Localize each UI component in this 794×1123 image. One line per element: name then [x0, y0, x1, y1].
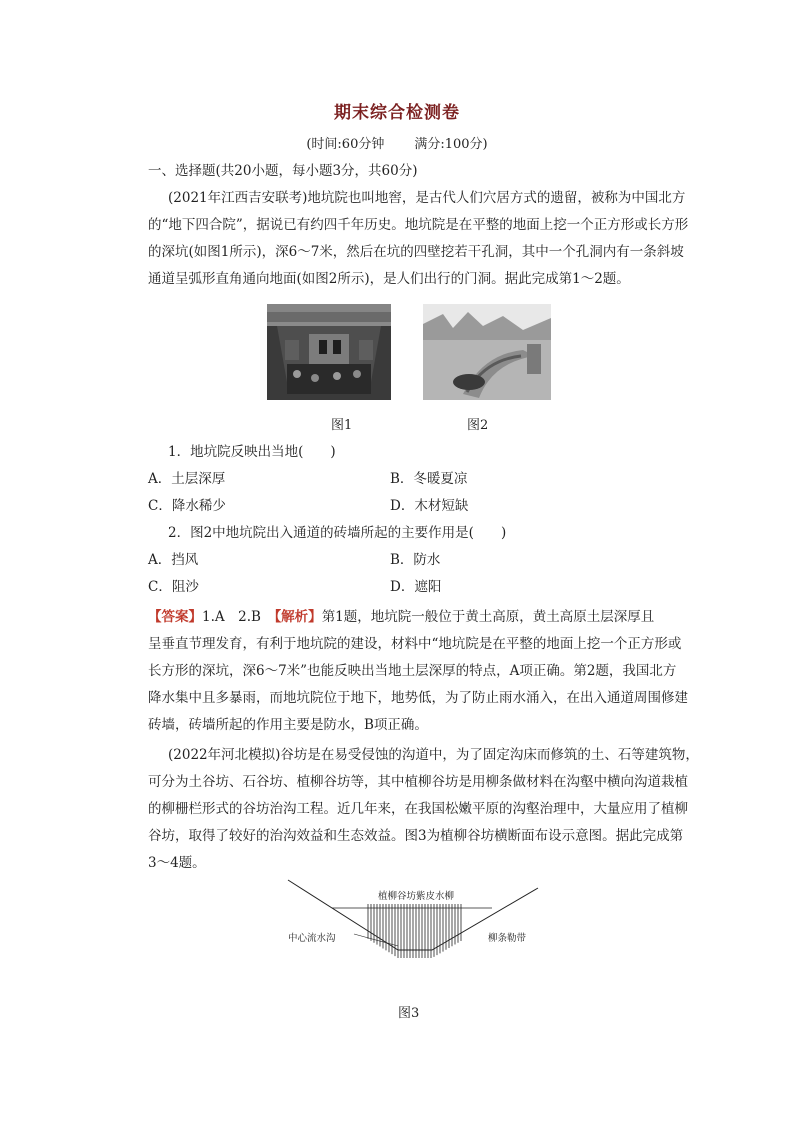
question-1-option-b: B．冬暖夏凉: [390, 471, 468, 487]
passage-line: (2022年河北模拟)谷坊是在易受侵蚀的沟道中，为了固定沟床而修筑的土、石等建筑物，: [168, 747, 699, 763]
passage-line: 的“地下四合院”，据说已有约四千年历史。地坑院是在平整的地面上挖一个正方形或长方形: [148, 217, 689, 233]
figure-3-label-top: 植柳谷坊紫皮水柳: [378, 891, 455, 902]
passage-line: 的深坑(如图1所示)，深6～7米，然后在坑的四壁挖若干孔洞，其中一个孔洞内有一条斜坡: [148, 244, 684, 260]
passage-line: 谷坊，取得了较好的治沟效益和生态效益。图3为植柳谷坊横断面布设示意图。据此完成第: [148, 828, 684, 844]
question-2-option-b: B．防水: [390, 552, 441, 568]
exam-score: 满分:100分): [414, 137, 488, 152]
question-2-option-a: A．挡风: [148, 552, 199, 568]
analysis-line: 第1题，地坑院一般位于黄土高原，黄土高原土层深厚且: [321, 609, 655, 625]
passage-line: 3～4题。: [148, 855, 206, 871]
passage-line: 的柳栅栏形式的谷坊治沟工程。近几年来，在我国松嫩平原的沟壑治理中，大量应用了植柳: [148, 801, 688, 817]
figure-3-label-left: 中心流水沟: [288, 933, 336, 944]
question-1-option-a: A．土层深厚: [148, 471, 226, 487]
answer-keys: 1.A 2.B: [202, 609, 275, 625]
analysis-line: 呈垂直节理发育，有利于地坑院的建设，材料中“地坑院是在平整的地面上挖一个正方形或: [148, 636, 682, 652]
passage-line: 通道呈弧形直角通向地面(如图2所示)，是人们出行的门洞。据此完成第1～2题。: [148, 271, 630, 287]
answer-1-first-line: [148, 605, 654, 625]
figure-3-diagram: [280, 874, 550, 984]
passage-line: (2021年江西吉安联考)地坑院也叫地窖，是古代人们穴居方式的遗留，被称为中国北方: [168, 190, 686, 206]
analysis-line: 砖墙，砖墙所起的作用主要是防水，B项正确。: [148, 717, 428, 733]
question-1-option-c: C．降水稀少: [148, 498, 226, 514]
analysis-line: 降水集中且多暴雨，而地坑院位于地下，地势低，为了防止雨水涌入，在出入通道周围修建: [148, 690, 688, 706]
analysis-tag: 【解析】: [274, 609, 322, 625]
exam-meta: [0, 133, 794, 152]
exam-time: (时间:60分钟: [306, 137, 385, 152]
analysis-line: 长方形的深坑，深6～7米”也能反映出当地土层深厚的特点，A项正确。第2题，我国北方: [148, 663, 677, 679]
page-title: 期末综合检测卷: [334, 103, 460, 123]
figure-2-caption: 图2: [467, 418, 489, 433]
figure-2-photo: [423, 304, 551, 400]
passage-line: 可分为土谷坊、石谷坊、植柳谷坊等，其中植柳谷坊是用柳条做材料在沟壑中横向沟道栽植: [148, 774, 688, 790]
answer-tag: 【答案】: [148, 609, 202, 625]
question-2-stem: 2．图2中地坑院出入通道的砖墙所起的主要作用是( ): [168, 525, 507, 541]
figure-1-caption: 图1: [331, 418, 353, 433]
figure-3-caption: 图3: [398, 1006, 420, 1021]
question-1-stem: 1．地坑院反映出当地( ): [168, 444, 336, 460]
figure-3-label-right: 柳条勒带: [488, 933, 527, 944]
question-2-option-c: C．阻沙: [148, 579, 199, 595]
section-heading: 一、选择题(共20小题，每小题3分，共60分): [148, 163, 418, 179]
figure-1-photo: [267, 304, 391, 400]
question-2-option-d: D．遮阳: [390, 579, 442, 595]
question-1-option-d: D．木材短缺: [390, 498, 469, 514]
